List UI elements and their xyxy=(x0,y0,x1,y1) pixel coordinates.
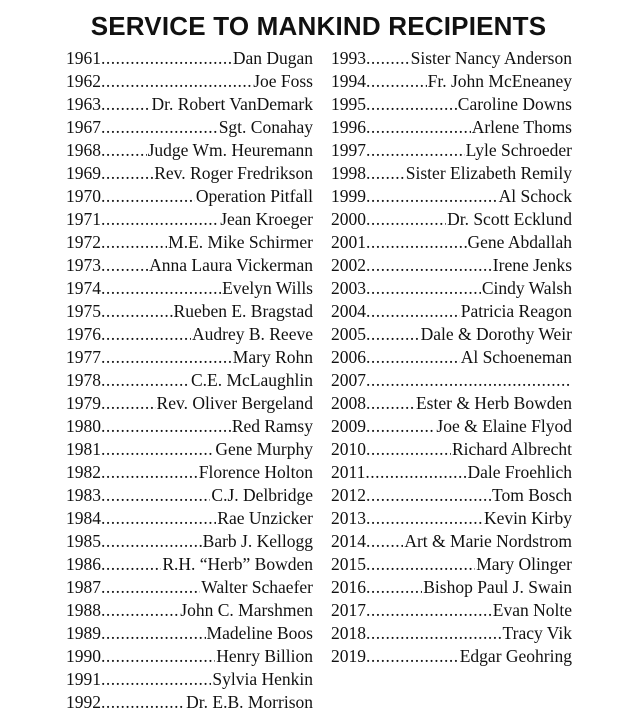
recipient-year: 2011 xyxy=(331,462,366,482)
dot-leader xyxy=(366,231,467,254)
dot-leader xyxy=(366,70,427,93)
recipient-year: 2019 xyxy=(331,646,366,666)
recipient-name: Mary Rohn xyxy=(232,347,313,367)
recipient-year: 2012 xyxy=(331,485,366,505)
recipient-name: Dale Froehlich xyxy=(467,462,572,482)
recipient-year: 2010 xyxy=(331,439,366,459)
recipient-year: 2007 xyxy=(331,370,366,390)
recipient-entry xyxy=(66,323,313,346)
recipient-name: Anna Laura Vickerman xyxy=(149,255,313,275)
recipient-year: 1998 xyxy=(331,163,366,183)
recipient-name: Rev. Oliver Bergeland xyxy=(156,393,313,413)
recipient-entry xyxy=(66,185,313,208)
dot-leader xyxy=(365,461,466,484)
recipient-name: Madeline Boos xyxy=(206,623,313,643)
dot-leader xyxy=(366,415,435,438)
recipient-year: 1978 xyxy=(66,370,101,390)
recipient-entry xyxy=(66,300,313,323)
recipient-name: Fr. John McEneaney xyxy=(427,71,572,91)
dot-leader xyxy=(101,507,216,530)
dot-leader xyxy=(366,622,502,645)
recipient-name: Kevin Kirby xyxy=(484,508,572,528)
recipient-entry xyxy=(331,47,572,70)
recipient-year: 1968 xyxy=(66,140,101,160)
recipient-name: Sylvia Henkin xyxy=(212,669,313,689)
dot-leader xyxy=(101,369,190,392)
dot-leader xyxy=(101,530,202,553)
recipient-entry xyxy=(66,277,313,300)
recipient-entry xyxy=(331,622,572,645)
recipient-entry xyxy=(66,668,313,691)
recipient-year: 1982 xyxy=(66,462,101,482)
recipient-name: Tracy Vik xyxy=(502,623,572,643)
recipient-name: Evan Nolte xyxy=(492,600,572,620)
dot-leader xyxy=(101,231,167,254)
recipient-name: C.J. Delbridge xyxy=(211,485,313,505)
recipient-name: Tom Bosch xyxy=(492,485,572,505)
recipient-year: 1994 xyxy=(331,71,366,91)
recipient-year: 2013 xyxy=(331,508,366,528)
dot-leader xyxy=(366,484,491,507)
recipient-year: 2009 xyxy=(331,416,366,436)
recipient-entry xyxy=(66,599,313,622)
recipient-name: Mary Olinger xyxy=(476,554,572,574)
dot-leader xyxy=(101,162,153,185)
recipient-year: 1985 xyxy=(66,531,101,551)
recipient-year: 1992 xyxy=(66,692,101,712)
recipient-year: 1967 xyxy=(66,117,101,137)
recipient-year: 1962 xyxy=(66,71,101,91)
recipient-year: 2017 xyxy=(331,600,366,620)
recipient-entry xyxy=(66,415,313,438)
recipient-entry xyxy=(66,70,313,93)
recipient-entry xyxy=(66,47,313,70)
recipient-name: Sister Nancy Anderson xyxy=(410,48,572,68)
recipient-name: Arlene Thoms xyxy=(471,117,572,137)
recipient-name: Rae Unzicker xyxy=(217,508,313,528)
recipient-name: Bishop Paul J. Swain xyxy=(423,577,572,597)
dot-leader xyxy=(101,139,147,162)
recipient-entry xyxy=(331,185,572,208)
recipient-entry xyxy=(66,254,313,277)
recipient-name: Patricia Reagon xyxy=(460,301,572,321)
recipient-year: 1973 xyxy=(66,255,101,275)
recipient-year: 2006 xyxy=(331,347,366,367)
recipient-year: 1988 xyxy=(66,600,101,620)
dot-leader xyxy=(366,139,465,162)
recipient-entry xyxy=(331,254,572,277)
recipient-year: 1983 xyxy=(66,485,101,505)
recipient-entry xyxy=(66,369,313,392)
recipient-entry xyxy=(66,691,313,714)
recipient-year: 2002 xyxy=(331,255,366,275)
dot-leader xyxy=(366,254,492,277)
dot-leader xyxy=(366,162,405,185)
recipients-list-left xyxy=(66,47,313,714)
recipient-year: 2005 xyxy=(331,324,366,344)
recipient-entry xyxy=(331,116,572,139)
dot-leader xyxy=(366,438,451,461)
recipient-name: Florence Holton xyxy=(198,462,313,482)
recipient-entry xyxy=(331,553,572,576)
dot-leader xyxy=(101,668,211,691)
dot-leader xyxy=(366,392,415,415)
recipient-year: 1989 xyxy=(66,623,101,643)
recipient-year: 2003 xyxy=(331,278,366,298)
dot-leader xyxy=(101,415,231,438)
recipient-year: 2014 xyxy=(331,531,366,551)
dot-leader xyxy=(101,323,191,346)
recipient-name: Sgt. Conahay xyxy=(218,117,313,137)
recipient-entry xyxy=(331,369,572,392)
dot-leader xyxy=(101,622,206,645)
dot-leader xyxy=(366,369,571,392)
recipient-name: Walter Schaefer xyxy=(201,577,313,597)
recipient-entry xyxy=(331,162,572,185)
recipient-year: 2001 xyxy=(331,232,366,252)
recipient-year: 1999 xyxy=(331,186,366,206)
recipient-year: 1972 xyxy=(66,232,101,252)
recipient-entry xyxy=(66,576,313,599)
recipient-year: 1979 xyxy=(66,393,101,413)
dot-leader xyxy=(101,438,214,461)
recipient-year: 1981 xyxy=(66,439,101,459)
recipient-year: 1980 xyxy=(66,416,101,436)
recipient-year: 2015 xyxy=(331,554,366,574)
recipient-entry xyxy=(331,277,572,300)
recipient-name: Lyle Schroeder xyxy=(465,140,572,160)
recipient-entry xyxy=(66,507,313,530)
recipient-name: Dr. E.B. Morrison xyxy=(186,692,313,712)
recipient-name: Evelyn Wills xyxy=(222,278,313,298)
recipient-year: 1970 xyxy=(66,186,101,206)
recipient-entry xyxy=(331,392,572,415)
dot-leader xyxy=(366,208,446,231)
dot-leader xyxy=(101,691,185,714)
recipient-entry xyxy=(66,645,313,668)
dot-leader xyxy=(366,93,457,116)
recipient-year: 2004 xyxy=(331,301,366,321)
dot-leader xyxy=(366,530,403,553)
recipient-name: Sister Elizabeth Remily xyxy=(405,163,572,183)
recipient-name: Jean Kroeger xyxy=(220,209,313,229)
dot-leader xyxy=(101,484,210,507)
recipient-entry xyxy=(66,530,313,553)
recipient-entry xyxy=(66,208,313,231)
dot-leader xyxy=(366,300,460,323)
recipient-name: R.H. “Herb” Bowden xyxy=(162,554,313,574)
recipient-year: 1971 xyxy=(66,209,101,229)
dot-leader xyxy=(366,346,460,369)
recipient-entry xyxy=(331,576,572,599)
dot-leader xyxy=(366,277,481,300)
recipient-year: 2000 xyxy=(331,209,366,229)
recipient-name: M.E. Mike Schirmer xyxy=(168,232,313,252)
recipient-entry xyxy=(331,231,572,254)
recipient-name: C.E. McLaughlin xyxy=(191,370,313,390)
recipient-name: Henry Billion xyxy=(216,646,313,666)
dot-leader xyxy=(366,116,471,139)
recipient-name: Dale & Dorothy Weir xyxy=(420,324,572,344)
recipient-entry xyxy=(331,599,572,622)
recipient-year: 1997 xyxy=(331,140,366,160)
dot-leader xyxy=(101,300,173,323)
recipient-entry xyxy=(66,553,313,576)
recipient-name: Rev. Roger Fredrikson xyxy=(154,163,313,183)
recipient-entry xyxy=(331,415,572,438)
recipient-name: Al Schoeneman xyxy=(460,347,572,367)
recipient-entry xyxy=(331,93,572,116)
recipient-entry xyxy=(66,438,313,461)
recipient-entry xyxy=(331,507,572,530)
recipient-year: 1977 xyxy=(66,347,101,367)
recipient-year: 1975 xyxy=(66,301,101,321)
recipient-name: Al Schock xyxy=(498,186,572,206)
recipient-name: Rueben E. Bragstad xyxy=(173,301,313,321)
recipient-entry xyxy=(331,139,572,162)
recipient-entry xyxy=(66,139,313,162)
recipient-name: Operation Pitfall xyxy=(195,186,313,206)
dot-leader xyxy=(101,461,198,484)
recipient-entry xyxy=(66,162,313,185)
recipient-entry xyxy=(66,231,313,254)
recipient-entry xyxy=(331,438,572,461)
recipient-entry xyxy=(66,461,313,484)
recipient-entry xyxy=(331,484,572,507)
recipient-year: 1976 xyxy=(66,324,101,344)
recipient-entry xyxy=(331,645,572,668)
dot-leader xyxy=(101,47,232,70)
recipient-name: Judge Wm. Heuremann xyxy=(147,140,313,160)
recipient-entry xyxy=(331,323,572,346)
recipient-year: 2018 xyxy=(331,623,366,643)
dot-leader xyxy=(101,553,161,576)
recipient-entry xyxy=(66,93,313,116)
recipient-name: John C. Marshmen xyxy=(180,600,313,620)
recipient-entry xyxy=(66,622,313,645)
recipient-year: 2016 xyxy=(331,577,366,597)
recipient-name: Dr. Scott Ecklund xyxy=(447,209,572,229)
recipient-name: Caroline Downs xyxy=(457,94,572,114)
dot-leader xyxy=(101,645,215,668)
recipient-entry xyxy=(66,116,313,139)
recipient-entry xyxy=(331,530,572,553)
recipient-name: Art & Marie Nordstrom xyxy=(404,531,572,551)
page-title: SERVICE TO MANKIND RECIPIENTS xyxy=(90,11,547,41)
dot-leader xyxy=(101,70,252,93)
recipient-name: Cindy Walsh xyxy=(481,278,572,298)
recipient-entry xyxy=(331,300,572,323)
recipient-name: Gene Abdallah xyxy=(467,232,572,252)
dot-leader xyxy=(101,93,150,116)
dot-leader xyxy=(366,599,492,622)
recipient-year: 1963 xyxy=(66,94,101,114)
recipient-name: Dan Dugan xyxy=(232,48,313,68)
recipient-year: 1986 xyxy=(66,554,101,574)
recipient-name: Red Ramsy xyxy=(231,416,313,436)
dot-leader xyxy=(101,185,195,208)
recipient-name: Audrey B. Reeve xyxy=(191,324,313,344)
recipient-name: Ester & Herb Bowden xyxy=(415,393,572,413)
dot-leader xyxy=(101,254,148,277)
recipient-year: 1974 xyxy=(66,278,101,298)
dot-leader xyxy=(366,553,475,576)
recipient-entry xyxy=(66,346,313,369)
recipient-year: 1993 xyxy=(331,48,366,68)
recipient-name: Joe Foss xyxy=(253,71,313,91)
recipient-name: Edgar Geohring xyxy=(459,646,572,666)
recipient-year: 1995 xyxy=(331,94,366,114)
recipient-year: 1996 xyxy=(331,117,366,137)
dot-leader xyxy=(366,576,422,599)
dot-leader xyxy=(101,346,232,369)
dot-leader xyxy=(101,576,200,599)
recipient-year: 1991 xyxy=(66,669,101,689)
dot-leader xyxy=(366,47,410,70)
dot-leader xyxy=(101,277,221,300)
recipient-name: Gene Murphy xyxy=(215,439,313,459)
dot-leader xyxy=(366,185,498,208)
recipient-entry xyxy=(331,461,572,484)
dot-leader xyxy=(101,599,179,622)
recipient-name: Joe & Elaine Flyod xyxy=(436,416,572,436)
recipient-year: 2008 xyxy=(331,393,366,413)
recipient-year: 1969 xyxy=(66,163,101,183)
recipient-entry xyxy=(66,484,313,507)
recipient-entry xyxy=(66,392,313,415)
dot-leader xyxy=(101,116,218,139)
recipients-list-right xyxy=(331,47,572,668)
recipient-entry xyxy=(331,208,572,231)
recipient-year: 1987 xyxy=(66,577,101,597)
recipient-entry xyxy=(331,70,572,93)
recipient-entry xyxy=(331,346,572,369)
dot-leader xyxy=(101,392,156,415)
recipient-year: 1961 xyxy=(66,48,101,68)
recipient-year: 1990 xyxy=(66,646,101,666)
dot-leader xyxy=(101,208,219,231)
dot-leader xyxy=(366,645,459,668)
dot-leader xyxy=(366,507,483,530)
recipient-name: Dr. Robert VanDemark xyxy=(151,94,313,114)
dot-leader xyxy=(366,323,420,346)
recipient-name: Barb J. Kellogg xyxy=(202,531,313,551)
recipient-name: Richard Albrecht xyxy=(451,439,572,459)
recipient-year: 1984 xyxy=(66,508,101,528)
recipient-name: Irene Jenks xyxy=(492,255,572,275)
